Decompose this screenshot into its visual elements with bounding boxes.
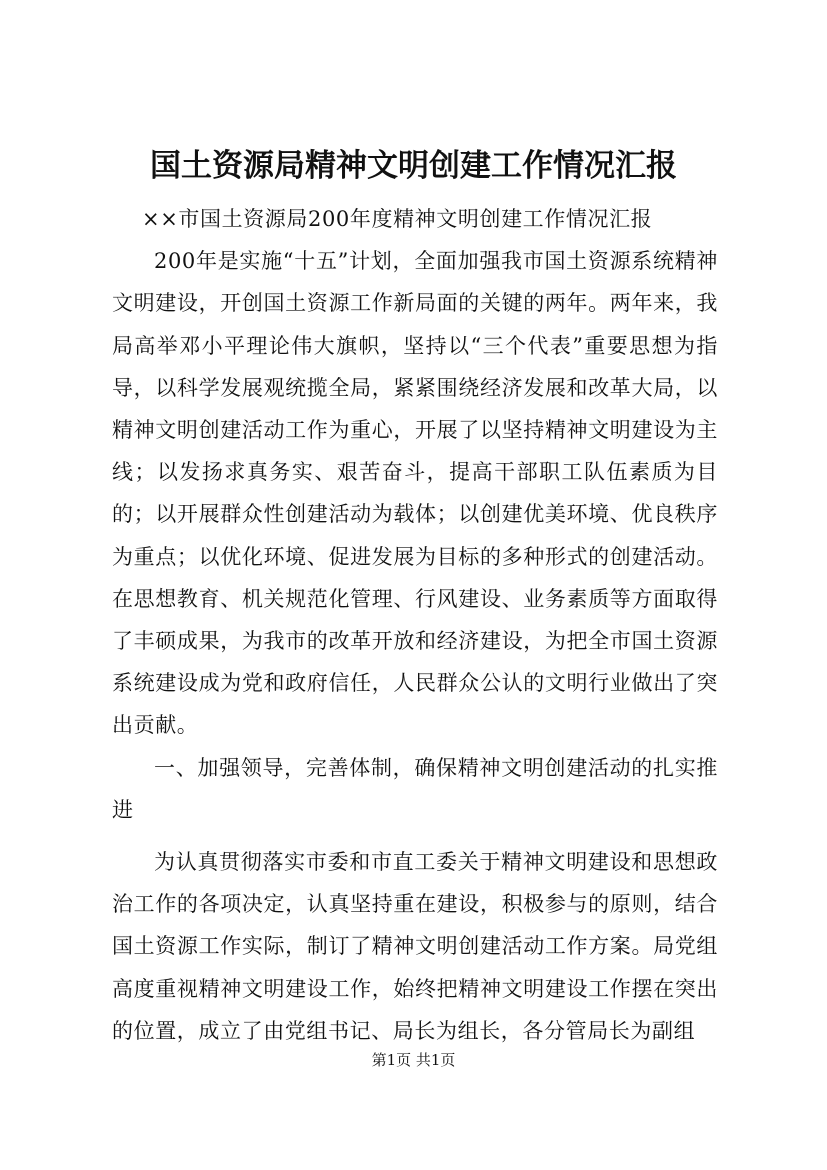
document-title: 国土资源局精神文明创建工作情况汇报 bbox=[150, 148, 677, 184]
section-heading: 一、加强领导，完善体制，确保精神文明创建活动的扎实推进 bbox=[112, 755, 718, 822]
document-subtitle: ××市国土资源局200年度精神文明创建工作情况汇报 bbox=[142, 207, 653, 231]
intro-paragraph: 200年是实施“十五”计划，全面加强我市国土资源系统精神文明建设，开创国土资源工作新局面的关键的两年。两年来，我局高举邓小平理论伟大旗帜，坚持以“三个代表”重要思想为指导，以科学发展观统揽全局，紧紧围绕经济发展和改革大局，以精神文明创建活动工作为重心，开展了以坚持精神文明建设为主线；以发扬求真务实、艰苦奋斗，提高干部职工队伍素质为目的；以开展群众性创建活动为载体；以创建优美环境、优良秩序为重点；以优化环境、促进发展为目标的多种形式的创建活动。在思想教育、机关规范化管理、行风建设、业务素质等方面取得了丰硕成果，为我市的改革开放和经济建设，为把全市国土资源系统建设成为党和政府信任，人民群众公认的文明行业做出了突出贡献。 bbox=[112, 249, 718, 738]
document-body bbox=[112, 198, 718, 1052]
page-number: 第1页 共1页 bbox=[371, 1051, 456, 1069]
section-paragraph: 为认真贯彻落实市委和市直工委关于精神文明建设和思想政治工作的各项决定，认真坚持重在建设，积极参与的原则，结合国土资源工作实际，制订了精神文明创建活动工作方案。局党组高度重视精神文明建设工作，始终把精神文明建设工作摆在突出的位置，成立了由党组书记、局长为组长，各分管局长为副组 bbox=[112, 850, 718, 1043]
